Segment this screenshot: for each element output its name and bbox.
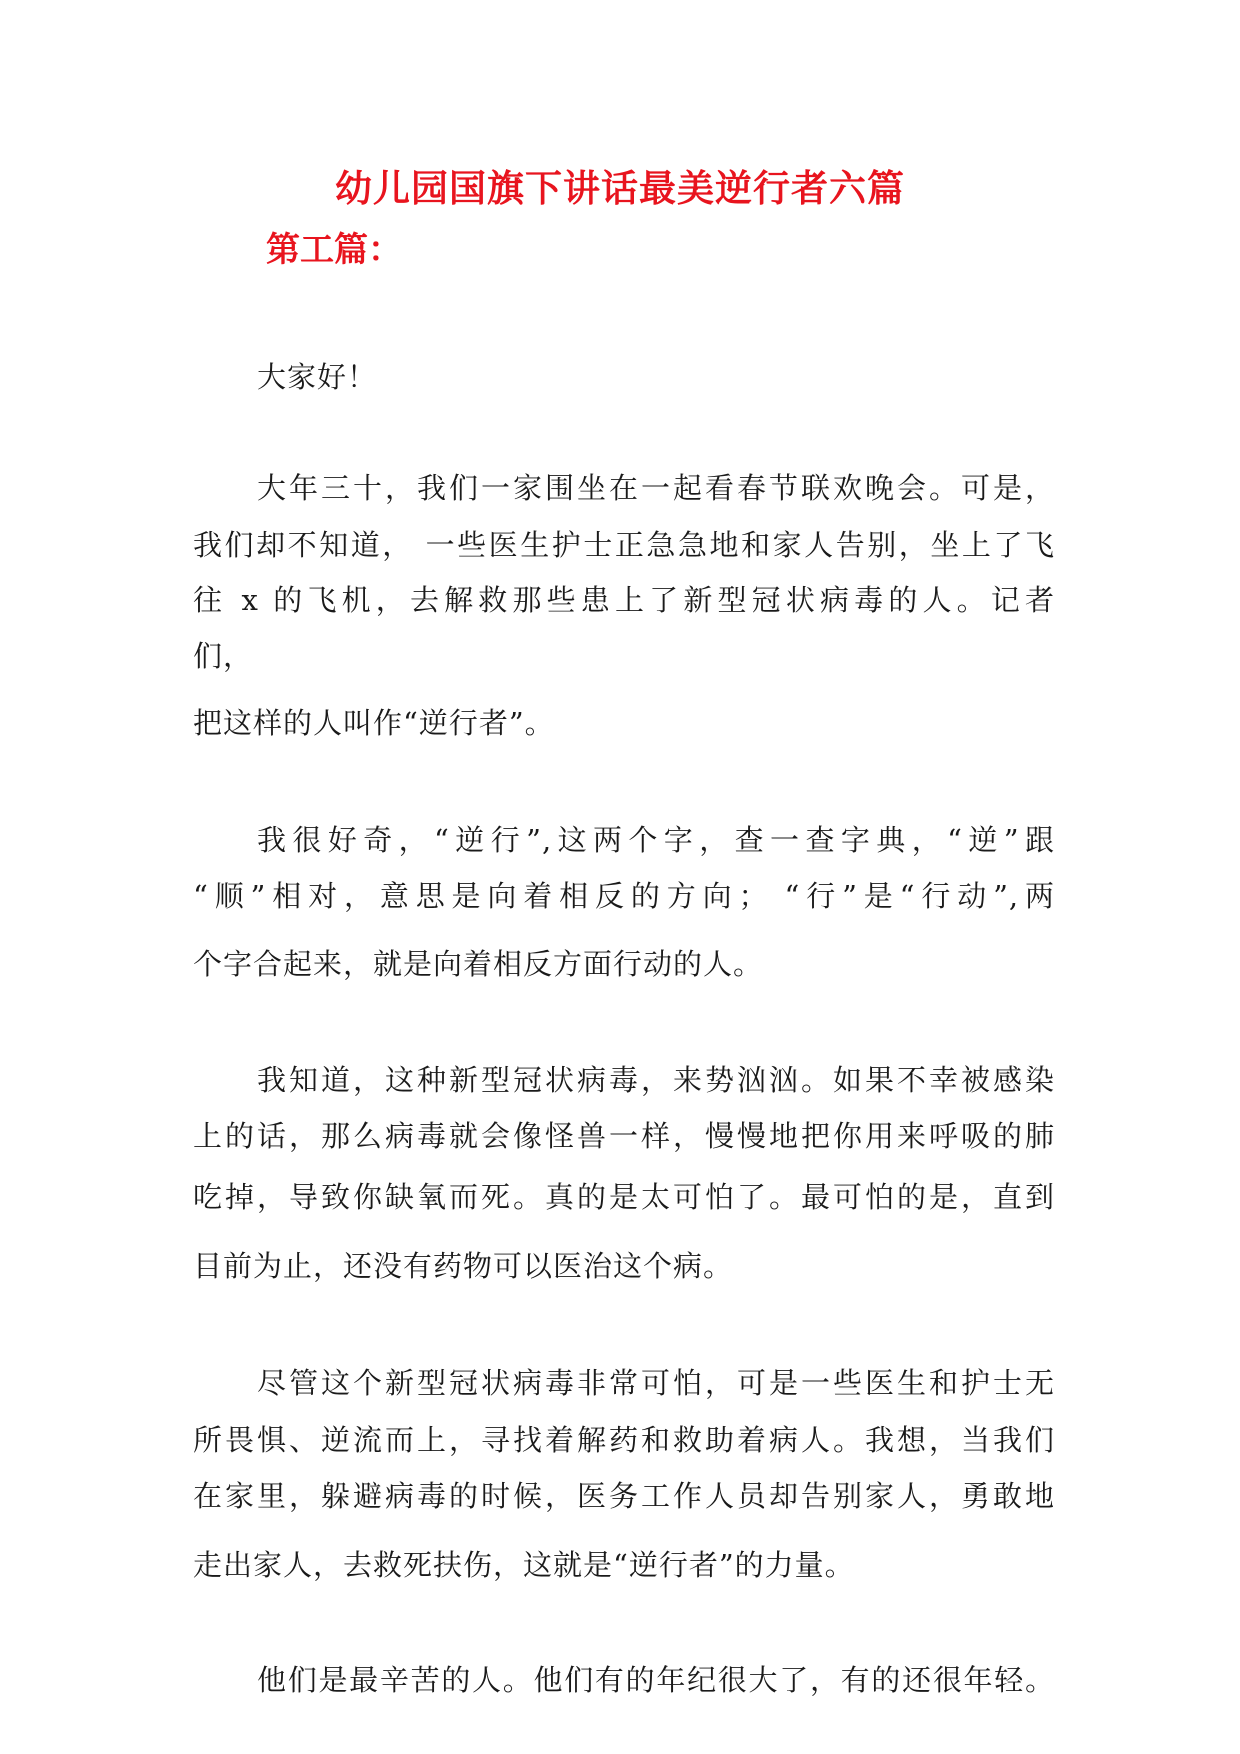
paragraph-2-line-2: “顺”相对，意思是向着相反的方向； “行”是“行动”,两 xyxy=(193,879,1055,913)
paragraph-5-line-1: 他们是最辛苦的人。他们有的年纪很大了，有的还很年轻。 xyxy=(257,1663,1055,1697)
paragraph-3-line-2: 上的话，那么病毒就会像怪兽一样，慢慢地把你用来呼吸的肺 xyxy=(193,1119,1055,1153)
paragraph-1-line-5: 把这样的人叫作“逆行者”。 xyxy=(193,706,555,740)
paragraph-3-line-1: 我知道，这种新型冠状病毒，来势汹汹。如果不幸被感染 xyxy=(257,1063,1055,1097)
paragraph-2-line-3: 个字合起来，就是向着相反方面行动的人。 xyxy=(193,947,764,981)
paragraph-1-line-4: 们， xyxy=(193,639,254,673)
paragraph-4-line-3: 在家里，躲避病毒的时候，医务工作人员却告别家人，勇敢地 xyxy=(193,1479,1055,1513)
paragraph-3-line-3: 吃掉，导致你缺氧而死。真的是太可怕了。最可怕的是，直到 xyxy=(193,1180,1055,1214)
section-heading: 第工篇： xyxy=(266,230,402,270)
greeting-line: 大家好！ xyxy=(257,360,378,394)
paragraph-4-line-4: 走出家人，去救死扶伤，这就是“逆行者”的力量。 xyxy=(193,1548,855,1582)
paragraph-2-line-1: 我很好奇，“逆行”,这两个字，查一查字典，“逆”跟 xyxy=(257,823,1055,857)
paragraph-1-line-1: 大年三十，我们一家围坐在一起看春节联欢晚会。可是， xyxy=(257,471,1055,505)
paragraph-1-line-3: 往 x 的飞机，去解救那些患上了新型冠状病毒的人。记者 xyxy=(193,583,1055,617)
paragraph-3-line-4: 目前为止，还没有药物可以医治这个病。 xyxy=(193,1249,734,1283)
document-title: 幼儿园国旗下讲话最美逆行者六篇 xyxy=(335,166,905,210)
paragraph-1-line-2: 我们却不知道， 一些医生护士正急急地和家人告别，坐上了飞 xyxy=(193,528,1055,562)
paragraph-4-line-1: 尽管这个新型冠状病毒非常可怕，可是一些医生和护士无 xyxy=(257,1366,1055,1400)
paragraph-4-line-2: 所畏惧、逆流而上，寻找着解药和救助着病人。我想，当我们 xyxy=(193,1423,1055,1457)
